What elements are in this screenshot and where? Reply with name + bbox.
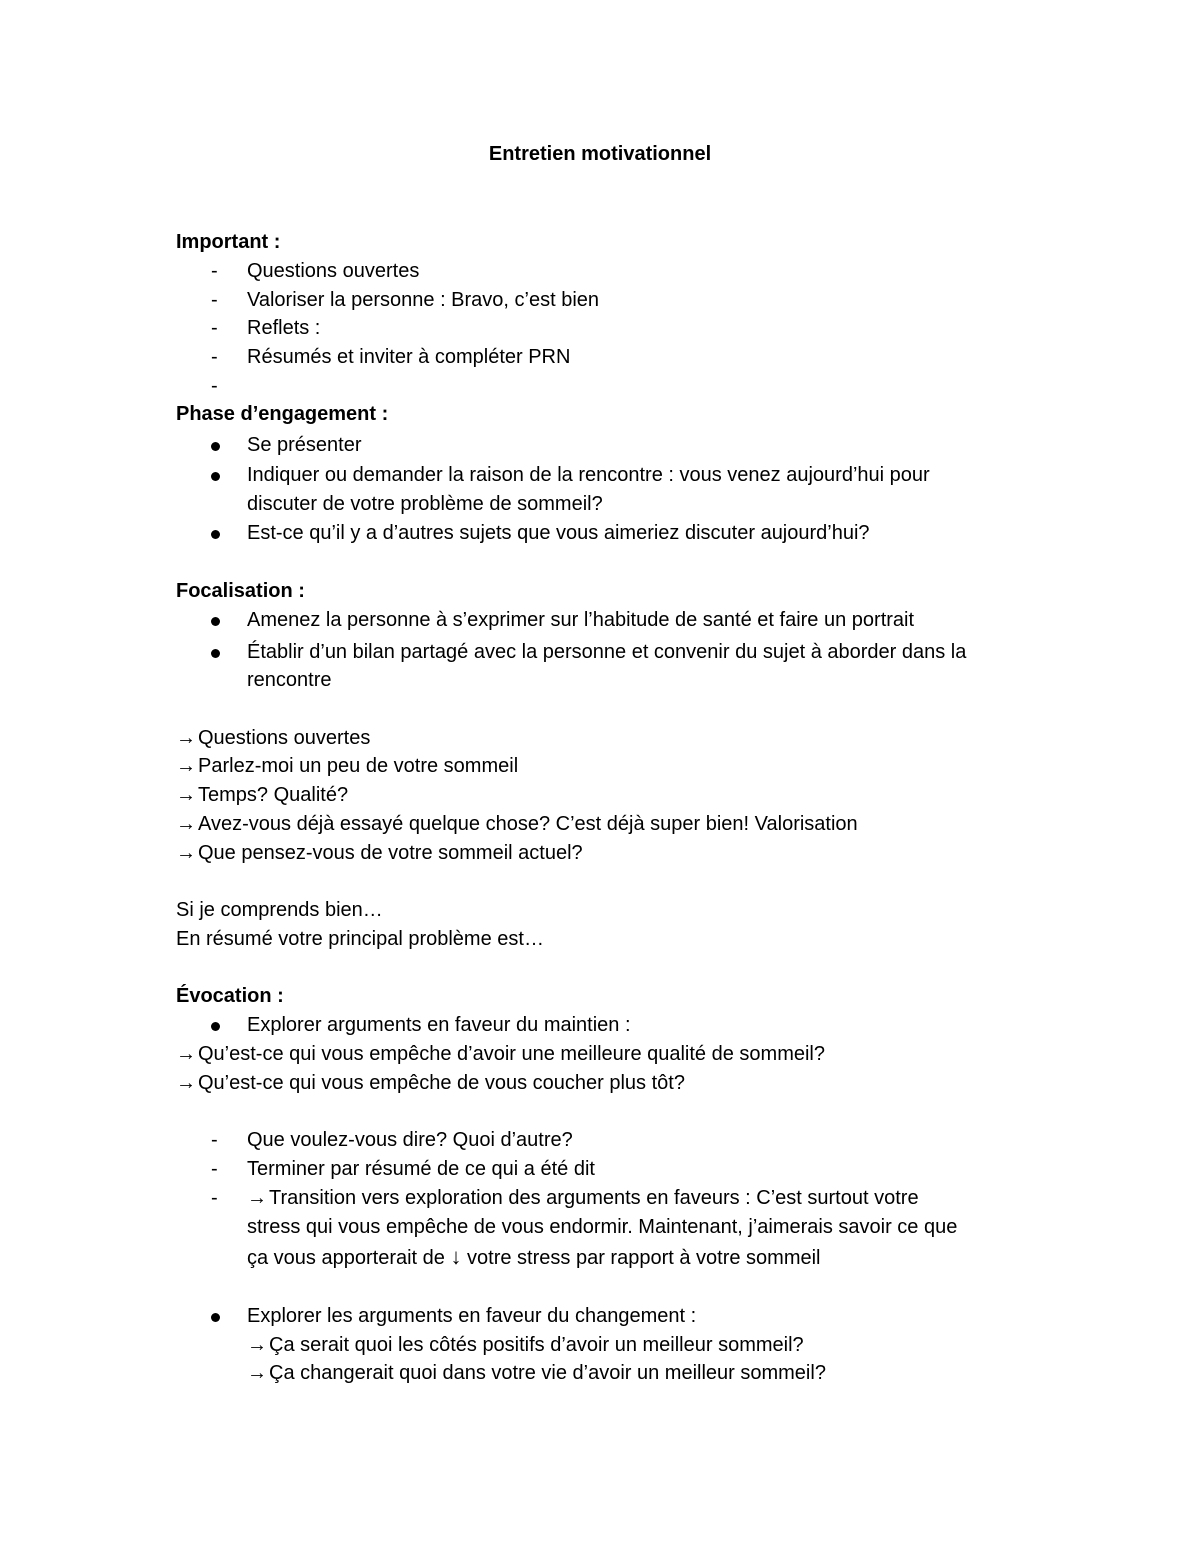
section-heading-evocation: Évocation :	[176, 985, 284, 1007]
dash-marker: -	[211, 289, 218, 311]
arrow-icon: →	[176, 755, 196, 777]
arrow-icon: →	[176, 1043, 196, 1065]
list-item: Explorer les arguments en faveur du changement :	[247, 1305, 697, 1327]
list-item: Se présenter	[247, 434, 362, 456]
bullet-marker	[211, 638, 231, 666]
list-item: Résumés et inviter à compléter PRN	[247, 346, 571, 368]
document-title: Entretien motivationnel	[488, 143, 712, 165]
list-item: Terminer par résumé de ce qui a été dit	[247, 1158, 595, 1180]
list-item: Que voulez-vous dire? Quoi d’autre?	[247, 1129, 573, 1151]
dash-marker: -	[211, 375, 218, 397]
arrow-icon: →	[176, 813, 196, 835]
arrow-line: → Qu’est-ce qui vous empêche d’avoir une meilleure qualité de sommeil?	[176, 1040, 825, 1068]
section-heading-important: Important :	[176, 231, 281, 253]
arrow-icon: →	[247, 1334, 267, 1356]
bullet-marker	[211, 431, 231, 459]
arrow-icon: →	[176, 1072, 196, 1094]
bullet-marker	[211, 1302, 231, 1330]
summary-line: Si je comprends bien…	[176, 899, 383, 921]
arrow-icon: →	[176, 784, 196, 806]
list-item: → Transition vers exploration des arguments en faveurs : C’est surtout votre	[247, 1184, 919, 1212]
list-item: Valoriser la personne : Bravo, c’est bien	[247, 289, 600, 311]
arrow-line: → Que pensez-vous de votre sommeil actuel?	[176, 839, 583, 867]
bullet-marker	[211, 1011, 231, 1039]
dash-marker: -	[211, 346, 218, 368]
dash-marker: -	[211, 1187, 218, 1209]
arrow-icon: →	[247, 1187, 267, 1209]
list-item-continuation: stress qui vous empêche de vous endormir. Maintenant, j’aimerais savoir ce que	[247, 1216, 958, 1238]
dash-marker: -	[211, 260, 218, 282]
bullet-marker	[211, 606, 231, 634]
arrow-line: → Ça changerait quoi dans votre vie d’avoir un meilleur sommeil?	[247, 1359, 826, 1387]
list-item: Indiquer ou demander la raison de la rencontre : vous venez aujourd’hui pour	[247, 464, 930, 486]
list-item-continuation: discuter de votre problème de sommeil?	[247, 493, 603, 515]
list-item: Amenez la personne à s’exprimer sur l’habitude de santé et faire un portrait	[247, 609, 915, 631]
dash-marker: -	[211, 1129, 218, 1151]
arrow-line: → Parlez-moi un peu de votre sommeil	[176, 752, 518, 780]
bullet-marker	[211, 461, 231, 489]
arrow-line: → Temps? Qualité?	[176, 781, 348, 809]
list-item: Établir d’un bilan partagé avec la personne et convenir du sujet à aborder dans la	[247, 641, 967, 663]
dash-marker: -	[211, 1158, 218, 1180]
arrow-line: → Questions ouvertes	[176, 724, 370, 752]
arrow-icon: →	[247, 1362, 267, 1384]
arrow-line: → Avez-vous déjà essayé quelque chose? C’est déjà super bien! Valorisation	[176, 810, 858, 838]
bullet-marker	[211, 519, 231, 547]
section-heading-focalisation: Focalisation :	[176, 580, 305, 602]
section-heading-engagement: Phase d’engagement :	[176, 403, 389, 425]
list-item-continuation: ça vous apporterait de ↓ votre stress par rapport à votre sommeil	[247, 1244, 821, 1269]
list-item: Questions ouvertes	[247, 260, 420, 282]
summary-line: En résumé votre principal problème est…	[176, 928, 544, 950]
list-item: Reflets :	[247, 317, 321, 339]
arrow-icon: →	[176, 727, 196, 749]
arrow-line: → Ça serait quoi les côtés positifs d’avoir un meilleur sommeil?	[247, 1331, 804, 1359]
list-item: Est-ce qu’il y a d’autres sujets que vous aimeriez discuter aujourd’hui?	[247, 522, 870, 544]
arrow-icon: →	[176, 842, 196, 864]
dash-marker: -	[211, 317, 218, 339]
list-item-continuation: rencontre	[247, 669, 332, 691]
arrow-line: → Qu’est-ce qui vous empêche de vous coucher plus tôt?	[176, 1069, 685, 1097]
down-arrow-icon: ↓	[450, 1244, 462, 1269]
list-item: Explorer arguments en faveur du maintien :	[247, 1014, 631, 1036]
